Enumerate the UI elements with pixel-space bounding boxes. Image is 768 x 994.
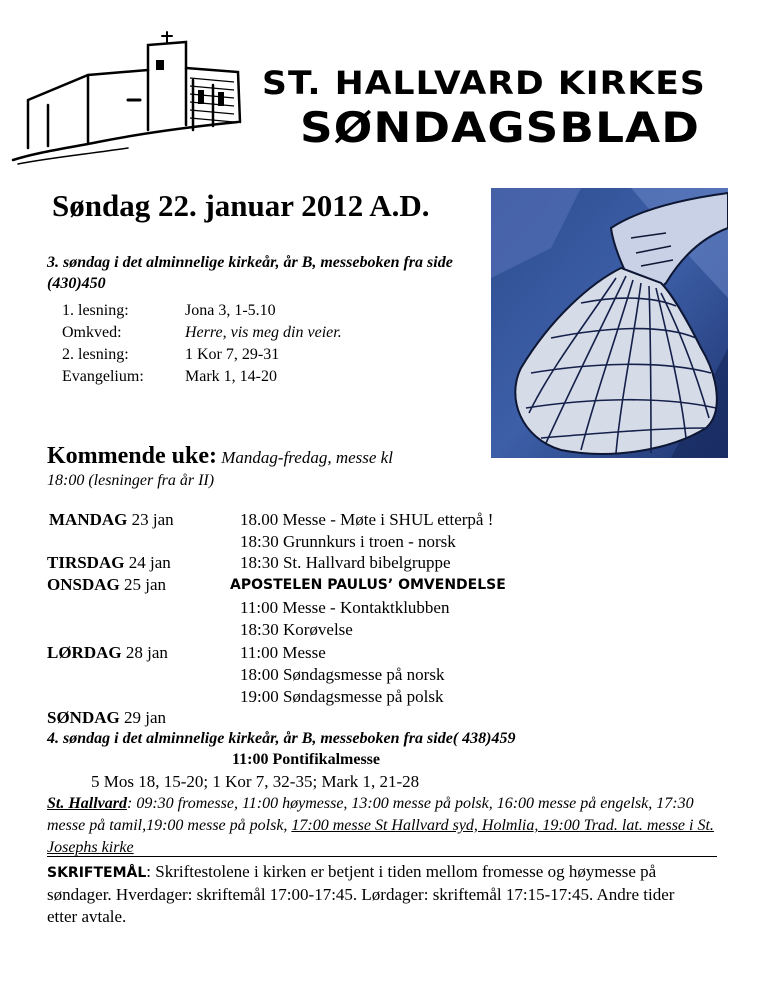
day-name: LØRDAG <box>47 643 122 662</box>
day-saturday <box>47 643 168 663</box>
event-item: 18:30 St. Hallvard bibelgruppe <box>240 553 451 572</box>
readings-table <box>62 300 342 388</box>
day-date: 25 jan <box>119 575 167 594</box>
event-item: 11:00 Messe <box>240 643 326 662</box>
mass-times: : 09:30 fromesse, 11:00 høymesse, 13:00 messe på polsk, 16:00 messe på engelsk, 17:30 messe på tamil,19:00 messe på polsk, <box>47 795 694 834</box>
confession-label: SKRIFTEMÅL <box>47 865 147 881</box>
reading-row <box>62 300 342 322</box>
day-date: 28 jan <box>121 643 168 662</box>
pontifikal-mass: 11:00 Pontifikalmesse <box>232 751 380 768</box>
liturgy-intro: 3. søndag i det alminnelige kirkeår, år B, messeboken fra side (430)450 <box>47 254 453 292</box>
reading-row <box>62 366 342 388</box>
day-tuesday <box>47 553 171 573</box>
st-hallvard-masses <box>47 793 717 859</box>
newsletter-title-line1: ST. HALLVARD KIRKES <box>262 64 706 102</box>
reading-label: Evangelium: <box>62 368 144 385</box>
day-sunday <box>47 708 166 728</box>
day-wednesday <box>47 575 166 595</box>
confession-info <box>47 861 707 928</box>
reading-label: Omkved: <box>62 324 122 341</box>
week-heading-sub: Mandag-fredag, messe kl <box>217 448 393 467</box>
sunday-readings: 5 Mos 18, 15-20; 1 Kor 7, 32-35; Mark 1, 21-28 <box>91 772 420 791</box>
reading-label: 1. lesning: <box>62 302 129 319</box>
event-item: 11:00 Messe - Kontaktklubben <box>240 598 450 617</box>
day-date: 29 jan <box>119 708 167 727</box>
reading-row <box>62 322 342 344</box>
date-title: Søndag 22. januar 2012 A.D. <box>52 188 430 223</box>
day-name: TIRSDAG <box>47 553 125 572</box>
feast-title: APOSTELEN PAULUS’ OMVENDELSE <box>230 577 506 593</box>
confession-text: : Skriftestolene i kirken er betjent i tiden mellom fromesse og høymesse på søndager. Hverdager: skriftemål 17:00-17:45. Lørdager: skriftemål 17:15-17:45. Andre tider etter avtale. <box>47 862 675 926</box>
reading-row <box>62 344 342 366</box>
week-heading <box>47 443 393 470</box>
event-item: 18:00 Søndagsmesse på norsk <box>240 665 445 684</box>
day-name: ONSDAG <box>47 575 120 594</box>
week-heading-title: Kommende uke <box>47 443 209 469</box>
event-item: 19:00 Søndagsmesse på polsk <box>240 687 444 706</box>
day-date: 24 jan <box>124 553 171 572</box>
sunday-liturgy: 4. søndag i det alminnelige kirkeår, år B, messeboken fra side( 438)459 <box>47 730 516 747</box>
reading-value: 1 Kor 7, 29-31 <box>185 346 280 363</box>
day-name: MANDAG <box>49 510 128 529</box>
week-heading-separator: : <box>209 443 217 469</box>
church-drawing-icon <box>8 30 253 165</box>
week-subtitle: 18:00 (lesninger fra år II) <box>47 472 215 489</box>
event-item: 18:30 Grunnkurs i troen - norsk <box>240 532 456 551</box>
day-date: 23 jan <box>127 510 174 529</box>
reading-label: 2. lesning: <box>62 346 129 363</box>
sacred-art-image <box>491 188 728 458</box>
day-name: SØNDAG <box>47 708 120 727</box>
reading-value: Jona 3, 1-5.10 <box>185 302 276 319</box>
event-item: 18:30 Korøvelse <box>240 620 353 639</box>
mass-times-holmlia: 17:00 messe St Hallvard syd, Holmlia, 19:00 Trad. lat. messe i St. Josephs kirke <box>47 817 714 856</box>
newsletter-title-line2: SØNDAGSBLAD <box>300 103 700 152</box>
day-monday <box>49 510 174 530</box>
reading-value: Mark 1, 14-20 <box>185 368 277 385</box>
reading-value: Herre, vis meg din veier. <box>185 324 342 341</box>
divider <box>47 856 717 857</box>
parish-label: St. Hallvard <box>47 795 128 812</box>
event-item: 18.00 Messe - Møte i SHUL etterpå ! <box>240 510 494 529</box>
